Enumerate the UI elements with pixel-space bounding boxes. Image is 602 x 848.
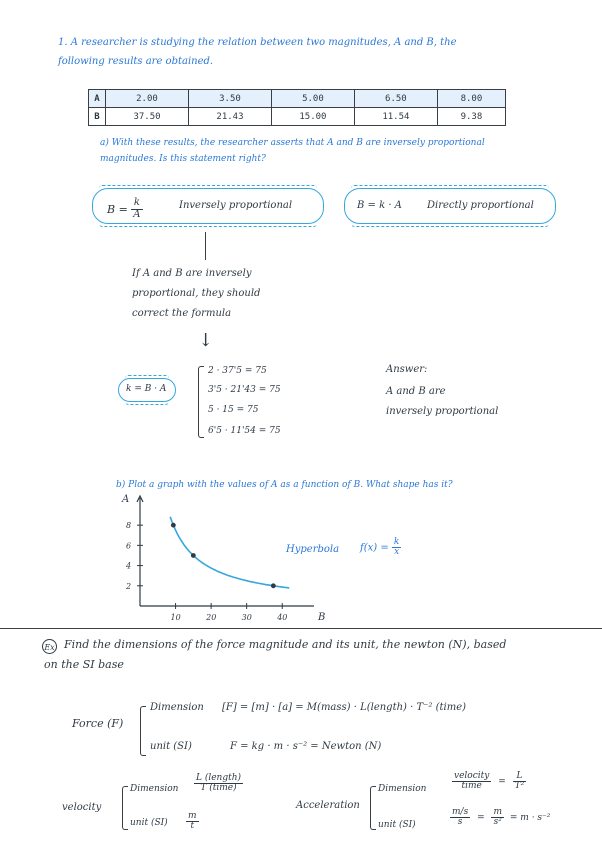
check-item: 2 · 37'5 = 75	[208, 366, 267, 376]
velocity-unit-den: t	[190, 821, 195, 832]
velocity-dim-den: T (time)	[200, 783, 237, 794]
table-row-label: B	[89, 108, 106, 126]
table-cell: 3.50	[188, 90, 271, 108]
table-row-label: A	[89, 90, 106, 108]
exercise-badge: Ex	[42, 639, 57, 654]
acceleration-unit-den1: s	[457, 817, 463, 828]
inverse-formula	[107, 199, 143, 221]
note-line3: correct the formula	[132, 308, 232, 319]
x-tick-label: 10	[170, 613, 181, 622]
question-a-line1: a) With these results, the researcher asserts that A and B are inversely proportional	[100, 138, 485, 148]
inverse-label: Inversely proportional	[179, 200, 293, 211]
velocity-dimension-fraction	[194, 774, 243, 794]
question-a-line2: magnitudes. Is this statement right?	[100, 154, 266, 164]
velocity-dim-num: L (length)	[196, 773, 242, 783]
x-tick-label: 20	[206, 613, 217, 622]
exercise-line1: Find the dimensions of the force magnitude and its unit, the newton (N), based	[64, 638, 507, 651]
hyperbola-fraction	[392, 538, 401, 558]
table-row-a	[89, 90, 506, 108]
connector-line	[205, 232, 206, 260]
acceleration-unit-den2: s²	[493, 817, 502, 828]
direct-label: Directly proportional	[427, 200, 534, 211]
acceleration-unit-frac1	[450, 808, 470, 828]
y-tick-label: 6	[126, 541, 132, 551]
table-cell: 5.00	[271, 90, 354, 108]
data-point	[191, 553, 196, 558]
velocity-dim-frac	[194, 774, 243, 794]
hyperbola-formula-lhs: f(x) =	[360, 542, 389, 554]
velocity-label: velocity	[62, 802, 102, 813]
answer-line2: inversely proportional	[386, 406, 499, 417]
acceleration-dim-frac	[452, 772, 491, 792]
force-unit-label: unit (SI)	[150, 741, 192, 752]
acceleration-unit-fraction: $\frac{m/s}{s}$ = $\frac{m}{\text{s²}}$ = m · s⁻²	[452, 807, 551, 828]
data-point	[171, 523, 176, 528]
force-dimension-expr: [F] = [m] · [a] = M(mass) · L(length) · T⁻² (time)	[222, 702, 467, 713]
table-cell: 9.38	[437, 108, 505, 126]
direct-cloud	[344, 188, 556, 224]
answer-title: Answer:	[386, 364, 428, 375]
k-cloud	[118, 378, 176, 402]
acceleration-dim-res-num: L	[513, 772, 527, 782]
down-arrow-icon: ↓	[198, 330, 214, 351]
problem-intro-line1: 1. A researcher is studying the relation between two magnitudes, A and B, the	[58, 37, 457, 48]
hyperbola-curve	[170, 517, 289, 588]
y-tick-label: 2	[126, 581, 132, 591]
data-table	[88, 89, 506, 126]
table-cell: 21.43	[188, 108, 271, 126]
acceleration-unit-label: unit (SI)	[378, 820, 416, 830]
force-bracket	[140, 706, 146, 756]
check-item: 5 · 15 = 75	[208, 405, 259, 415]
note-line1: If A and B are inversely	[132, 268, 252, 279]
acceleration-unit-result: = m · s⁻²	[509, 813, 551, 824]
check-item: 3'5 · 21'43 = 75	[208, 385, 281, 395]
acceleration-dim-fraction: $\frac{\text{velocity}}{\text{time}}$ = $\frac{L}{\text{T²}}$	[454, 771, 525, 792]
y-tick-label: 8	[126, 521, 132, 531]
answer-line1: A and B are	[386, 386, 446, 397]
acceleration-bracket	[370, 786, 376, 830]
acceleration-unit-frac2	[491, 808, 504, 828]
x-axis-label: B	[318, 612, 326, 623]
k-formula: k = B · A	[126, 384, 167, 394]
table-row-b	[89, 108, 506, 126]
acceleration-dim-res-frac	[513, 772, 527, 792]
direct-formula: B = k · A	[357, 200, 402, 211]
inverse-formula-lhs: B =	[107, 203, 128, 216]
velocity-unit-frac	[186, 812, 199, 832]
inverse-fraction-den: A	[133, 208, 141, 220]
acceleration-unit-num2: m	[493, 807, 503, 817]
table-cell: 2.00	[106, 90, 189, 108]
table-cell: 6.50	[354, 90, 437, 108]
velocity-unit-fraction	[186, 812, 199, 832]
table-cell: 11.54	[354, 108, 437, 126]
hyperbola-label: Hyperbola	[286, 544, 340, 555]
force-label: Force (F)	[72, 717, 124, 730]
table-cell: 37.50	[106, 108, 189, 126]
inverse-cloud	[92, 188, 324, 224]
x-tick-label: 30	[241, 613, 252, 622]
velocity-bracket	[122, 786, 128, 830]
acceleration-unit-num1: m/s	[452, 807, 469, 817]
acceleration-dim-res-den: T²	[514, 781, 525, 792]
force-dimension-label: Dimension	[150, 702, 204, 713]
acceleration-label: Acceleration	[296, 800, 360, 811]
acceleration-dim-num: velocity	[454, 771, 490, 781]
y-axis-label: A	[122, 494, 130, 505]
hyperbola-fraction-num: k	[393, 537, 400, 547]
hyperbola-chart	[104, 494, 404, 630]
checks-bracket	[198, 366, 204, 438]
inverse-fraction-num: k	[131, 198, 142, 210]
x-tick-label: 40	[277, 613, 288, 622]
hyperbola-fraction-den: x	[394, 547, 400, 558]
section-divider	[0, 628, 602, 629]
hyperbola-formula	[360, 538, 401, 558]
inverse-fraction	[131, 198, 142, 220]
problem-intro-line2: following results are obtained.	[58, 56, 214, 67]
check-item: 6'5 · 11'54 = 75	[208, 426, 281, 436]
data-point	[271, 583, 276, 588]
note-line2: proportional, they should	[132, 288, 261, 299]
table-cell: 8.00	[437, 90, 505, 108]
velocity-unit-num: m	[188, 811, 197, 821]
exercise-line2: on the SI base	[44, 658, 124, 671]
acceleration-dimension-label: Dimension	[378, 784, 427, 794]
table-cell: 15.00	[271, 108, 354, 126]
velocity-dimension-label: Dimension	[130, 784, 179, 794]
force-unit-expr: F = kg · m · s⁻² = Newton (N)	[230, 741, 382, 752]
velocity-unit-label: unit (SI)	[130, 818, 168, 828]
acceleration-dim-den: time	[461, 781, 482, 792]
y-tick-label: 4	[126, 561, 132, 571]
question-b: b) Plot a graph with the values of A as a function of B. What shape has it?	[116, 480, 453, 490]
